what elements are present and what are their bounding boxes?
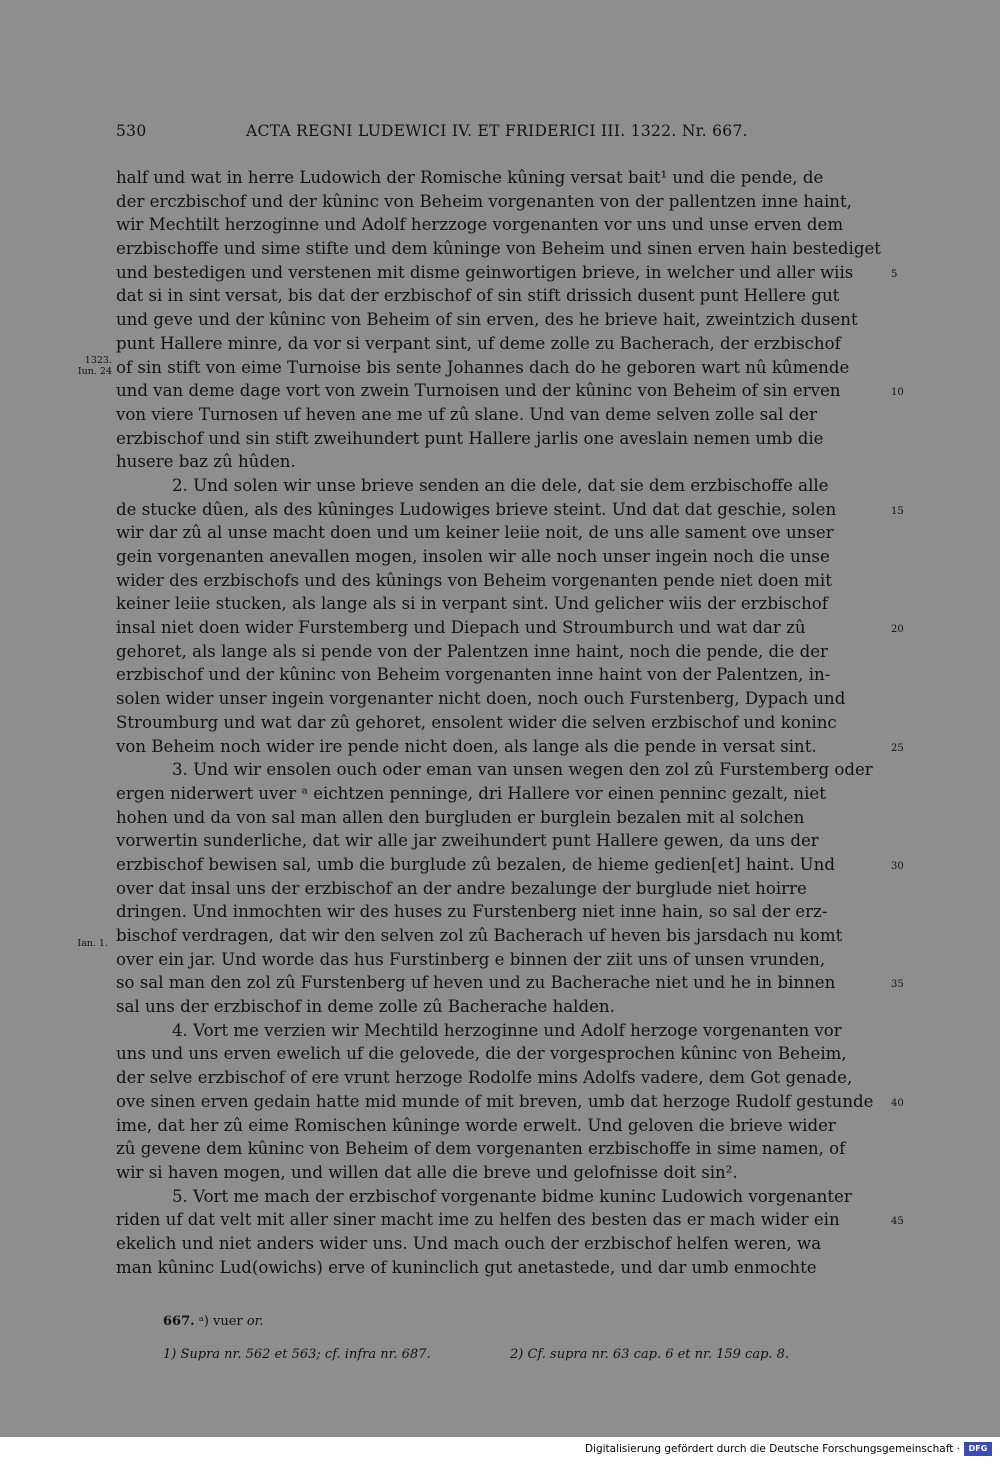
text-line [116, 332, 882, 356]
line-text: erzbischof bewisen sal, umb die burglude zû bezalen, de hieme gedien[et] haint. Und [116, 854, 835, 874]
text-line [116, 735, 904, 759]
text-line [116, 521, 882, 545]
line-text: von Beheim noch wider ire pende nicht doen, als lange als die pende in versat sint. [116, 736, 817, 756]
footer-bar [0, 1437, 1000, 1462]
line-text: riden uf dat velt mit aller siner macht ime zu helfen des besten das er mach wider ein [116, 1210, 840, 1230]
line-text: keiner leiie stucken, als lange als si in verpant sint. Und gelicher wiis der erzbischof [116, 594, 828, 614]
text-line [116, 498, 904, 522]
text-line [116, 379, 904, 403]
apparatus-mark: ᵃ) [198, 1314, 209, 1329]
text-line [116, 1042, 882, 1066]
line-text: 4. Vort me verzien wir Mechtild herzoginne und Adolf herzoge vorgenanten vor [172, 1020, 842, 1040]
text-line [116, 853, 904, 877]
text-line [116, 924, 882, 948]
line-number: 40 [891, 1097, 904, 1109]
text-line [116, 213, 882, 237]
text-line [116, 1137, 882, 1161]
text-line [116, 1185, 882, 1209]
line-number: 45 [891, 1216, 904, 1228]
page-number: 530 [116, 122, 147, 140]
line-text: 2. Und solen wir unse brieve senden an die dele, dat sie dem erzbischoffe alle [172, 475, 829, 495]
line-text: hohen und da von sal man allen den burgluden er burglein bezalen mit al solchen [116, 807, 805, 827]
line-text: bischof verdragen, dat wir den selven zol zû Bacherach uf heven bis jarsdach nu komt [116, 926, 843, 945]
line-text: von viere Turnosen uf heven ane me uf zû slane. Und van deme selven zolle sal der [116, 404, 818, 424]
text-line [116, 663, 882, 687]
text-line [116, 758, 882, 782]
text-line [116, 1114, 882, 1138]
line-text: und van deme dage vort von zwein Turnoisen und der kûninc von Beheim of sin erven [116, 381, 841, 401]
running-title: ACTA REGNI LUDEWICI IV. ET FRIDERICI III. 1322. Nr. 667. [246, 122, 748, 140]
text-line [116, 1066, 882, 1090]
line-number: 20 [891, 624, 904, 636]
line-text: der erczbischof und der kûninc von Beheim vorgenanten von der pallentzen inne haint, [116, 191, 852, 211]
line-text: punt Hallere minre, da vor si verpant sint, uf deme zolle zu Bacherach, der erzbischof [116, 333, 841, 353]
footnote-2: 2) Cf. supra nr. 63 cap. 6 et nr. 159 cap. 8. [510, 1347, 790, 1362]
line-number: 25 [891, 742, 904, 754]
line-text: over dat insal uns der erzbischof an der andre bezalunge der burglude niet hoirre [116, 878, 807, 898]
line-text: erzbischoffe und sime stifte und dem kûninge von Beheim und sinen erven hain bestediget [116, 239, 881, 259]
apparatus-source: or. [246, 1314, 264, 1329]
line-text: und bestedigen und verstenen mit disme geinwortigen brieve, in welcher und aller wiis [116, 262, 854, 282]
line-text: ime, dat her zû eime Romischen kûninge worde erwelt. Und geloven die brieve wider [116, 1115, 836, 1135]
text-line [116, 877, 882, 901]
text-line [116, 640, 882, 664]
text-line [116, 237, 882, 261]
line-text: dat si in sint versat, bis dat der erzbischof of sin stift drissich dusent punt Hellere gut [116, 286, 840, 306]
line-number: 30 [891, 860, 904, 872]
line-text: 5. Vort me mach der erzbischof vorgenante bidme kuninc Ludowich vorgenanter [172, 1186, 852, 1206]
text-line [116, 569, 882, 593]
text-line [116, 592, 882, 616]
line-text: ergen niderwert uver ᵃ eichtzen penninge, dri Hallere vor einen penninc gezalt, niet [116, 783, 826, 803]
line-text: gein vorgenanten anevallen mogen, insolen wir alle noch unser ingein noch die unse [116, 547, 830, 566]
text-line [116, 782, 882, 806]
text-line [116, 474, 882, 498]
text-line [116, 403, 882, 427]
line-text: erzbischof und sin stift zweihundert punt Hallere jarlis one aveslain nemen umb die [116, 428, 824, 448]
footnote-1: 1) Supra nr. 562 et 563; cf. infra nr. 687. [163, 1347, 431, 1362]
text-line [116, 1256, 882, 1280]
text-line [116, 190, 882, 214]
line-text: solen wider unser ingein vorgenanter nicht doen, noch ouch Furstenberg, Dypach und [116, 689, 846, 709]
line-text: man kûninc Lud(owichs) erve of kuninclich gut anetastede, und dar umb enmochte [116, 1257, 817, 1277]
line-text: erzbischof und der kûninc von Beheim vorgenanten inne haint von der Palentzen, in- [116, 665, 831, 685]
body-text [116, 166, 904, 1279]
margin-note-day: Iun. 24 [77, 366, 112, 377]
text-line [116, 616, 904, 640]
text-line [116, 545, 882, 569]
apparatus-text: vuer [213, 1314, 243, 1329]
text-line [116, 948, 882, 972]
page-header [116, 122, 882, 146]
line-text: so sal man den zol zû Furstenberg uf heven und zu Bacherache niet und he in binnen [116, 973, 836, 993]
line-text: of sin stift von eime Turnoise bis sente Johannes dach do he geboren wart nû kûmende [116, 357, 850, 377]
text-line [116, 308, 882, 332]
text-line [116, 356, 882, 380]
line-text: ekelich und niet anders wider uns. Und mach ouch der erzbischof helfen weren, wa [116, 1233, 822, 1253]
text-line [116, 1161, 882, 1185]
line-text: dringen. Und inmochten wir des huses zu Furstenberg niet inne hain, so sal der erz- [116, 902, 828, 922]
text-line [116, 995, 882, 1019]
text-line [116, 1208, 904, 1232]
text-line [116, 900, 882, 924]
line-number: 15 [891, 505, 904, 517]
text-line [116, 450, 882, 474]
line-text: wider des erzbischofs und des kûnings von Beheim vorgenanten pende niet doen mit [116, 570, 832, 590]
line-text: de stucke dûen, als des kûninges Ludowiges brieve steint. Und dat dat geschie, solen [116, 499, 837, 519]
line-text: husere baz zû hûden. [116, 452, 296, 472]
text-line [116, 1019, 882, 1043]
line-text: ove sinen erven gedain hatte mid munde of mit breven, umb dat herzoge Rudolf gestunde [116, 1091, 874, 1111]
text-line [116, 806, 882, 830]
line-number: 10 [891, 387, 904, 399]
line-text: Stroumburg und wat dar zû gehoret, ensolent wider die selven erzbischof und koninc [116, 712, 837, 732]
line-text: 3. Und wir ensolen ouch oder eman van unsen wegen den zol zû Furstemberg oder [172, 760, 873, 780]
line-text: wir si haven mogen, und willen dat alle die breve und gelofnisse doit sin². [116, 1162, 738, 1182]
line-text: wir Mechtilt herzoginne und Adolf herzzoge vorgenanten vor uns und unse erven dem [116, 215, 844, 235]
line-text: zû gevene dem kûninc von Beheim of dem vorgenanten erzbischoffe in sime namen, of [116, 1139, 846, 1159]
line-text: uns und uns erven ewelich uf die gelovede, die der vorgesprochen kûninc von Beheim, [116, 1044, 847, 1064]
footnotes [163, 1347, 863, 1362]
text-line [116, 829, 882, 853]
line-text: sal uns der erzbischof in deme zolle zû Bacherache halden. [116, 997, 615, 1017]
margin-note-year: 1323. [84, 355, 112, 366]
line-text: insal niet doen wider Furstemberg und Diepach und Stroumburch und wat dar zû [116, 618, 806, 638]
critical-apparatus [163, 1314, 264, 1329]
line-text: half und wat in herre Ludowich der Romische kûning versat bait¹ und die pende, de [116, 168, 824, 187]
line-text: over ein jar. Und worde das hus Furstinberg e binnen der ziit uns of unsen vrunden, [116, 949, 826, 969]
line-number: 35 [891, 979, 904, 991]
text-line [116, 427, 882, 451]
text-line [116, 1232, 882, 1256]
line-text: der selve erzbischof of ere vrunt herzoge Rodolfe mins Adolfs vadere, dem Got genade, [116, 1068, 853, 1088]
text-line [116, 711, 882, 735]
dfg-logo: DFG [964, 1442, 992, 1456]
line-number: 5 [891, 268, 898, 280]
text-line [116, 166, 882, 190]
margin-note-jan: Ian. 1. [77, 938, 108, 949]
text-line [116, 284, 882, 308]
funding-note: Digitalisierung gefördert durch die Deutsche Forschungsgemeinschaft · [584, 1443, 960, 1455]
text-line [116, 687, 882, 711]
document-number: 667. [163, 1314, 195, 1329]
text-line [116, 971, 904, 995]
text-line [116, 261, 898, 285]
line-text: vorwertin sunderliche, dat wir alle jar zweihundert punt Hallere gewen, da uns der [116, 831, 819, 851]
line-text: und geve und der kûninc von Beheim of sin erven, des he brieve hait, zweintzich dusent [116, 310, 858, 330]
line-text: wir dar zû al unse macht doen und um keiner leiie noit, de uns alle sament ove unser [116, 523, 834, 543]
margin-note-date [62, 355, 112, 377]
line-text: gehoret, als lange als si pende von der Palentzen inne haint, noch die pende, die der [116, 641, 828, 661]
text-line [116, 1090, 904, 1114]
